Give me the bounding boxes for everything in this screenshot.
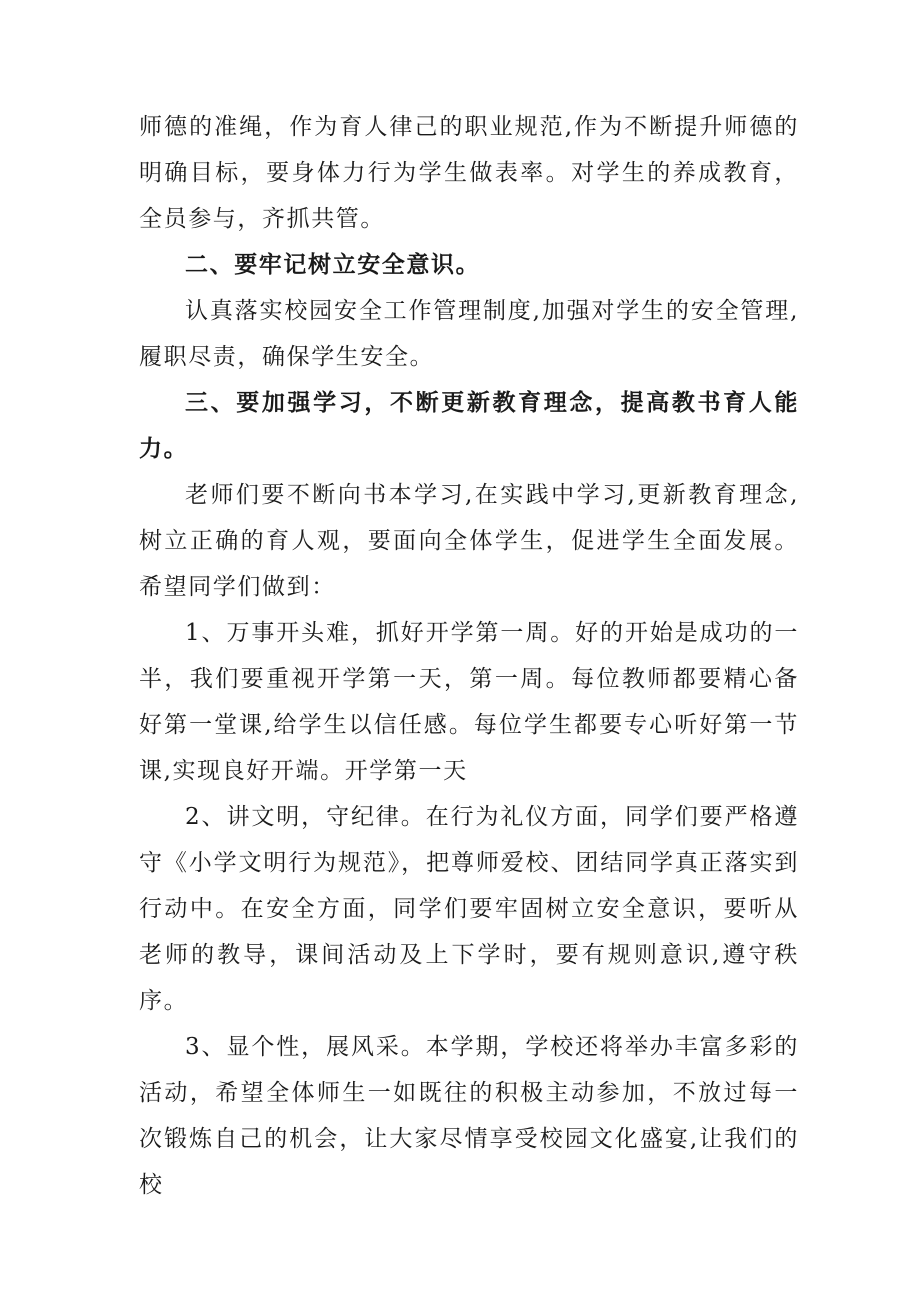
section-heading-3: 三、要加强学习，不断更新教育理念，提高教书育人能力。: [139, 389, 799, 462]
paragraph-continued: 师德的准绳，作为育人律己的职业规范,作为不断提升师德的明确目标，要身体力行为学生做表率。对学生的养成教育，全员参与，齐抓共管。: [139, 114, 799, 232]
list-item-1: 1、万事开头难，抓好开学第一周。好的开始是成功的一半，我们要重视开学第一天，第一周。每位教师都要精心备好第一堂课,给学生以信任感。每位学生都要专心听好第一节课,实现良好开端。开学第一天: [139, 620, 799, 784]
paragraph-learning: 老师们要不断向书本学习,在实践中学习,更新教育理念,树立正确的育人观，要面向全体学生，促进学生全面发展。希望同学们做到：: [139, 482, 799, 600]
list-item-3: 3、显个性，展风采。本学期，学校还将举办丰富多彩的活动，希望全体师生一如既往的积极主动参加，不放过每一次锻炼自己的机会，让大家尽情享受校园文化盛宴,让我们的校: [139, 1034, 799, 1198]
section-heading-2: 二、要牢记树立安全意识。: [185, 251, 481, 278]
list-item-2: 2、讲文明，守纪律。在行为礼仪方面，同学们要严格遵守《小学文明行为规范》，把尊师爱校、团结同学真正落实到行动中。在安全方面，同学们要牢固树立安全意识，要听从老师的教导，课间活动及上下学时，要有规则意识,遵守秩序。: [139, 804, 799, 1014]
document-body: [139, 104, 799, 1208]
paragraph-safety: 认真落实校园安全工作管理制度,加强对学生的安全管理,履职尽责，确保学生安全。: [139, 298, 799, 370]
